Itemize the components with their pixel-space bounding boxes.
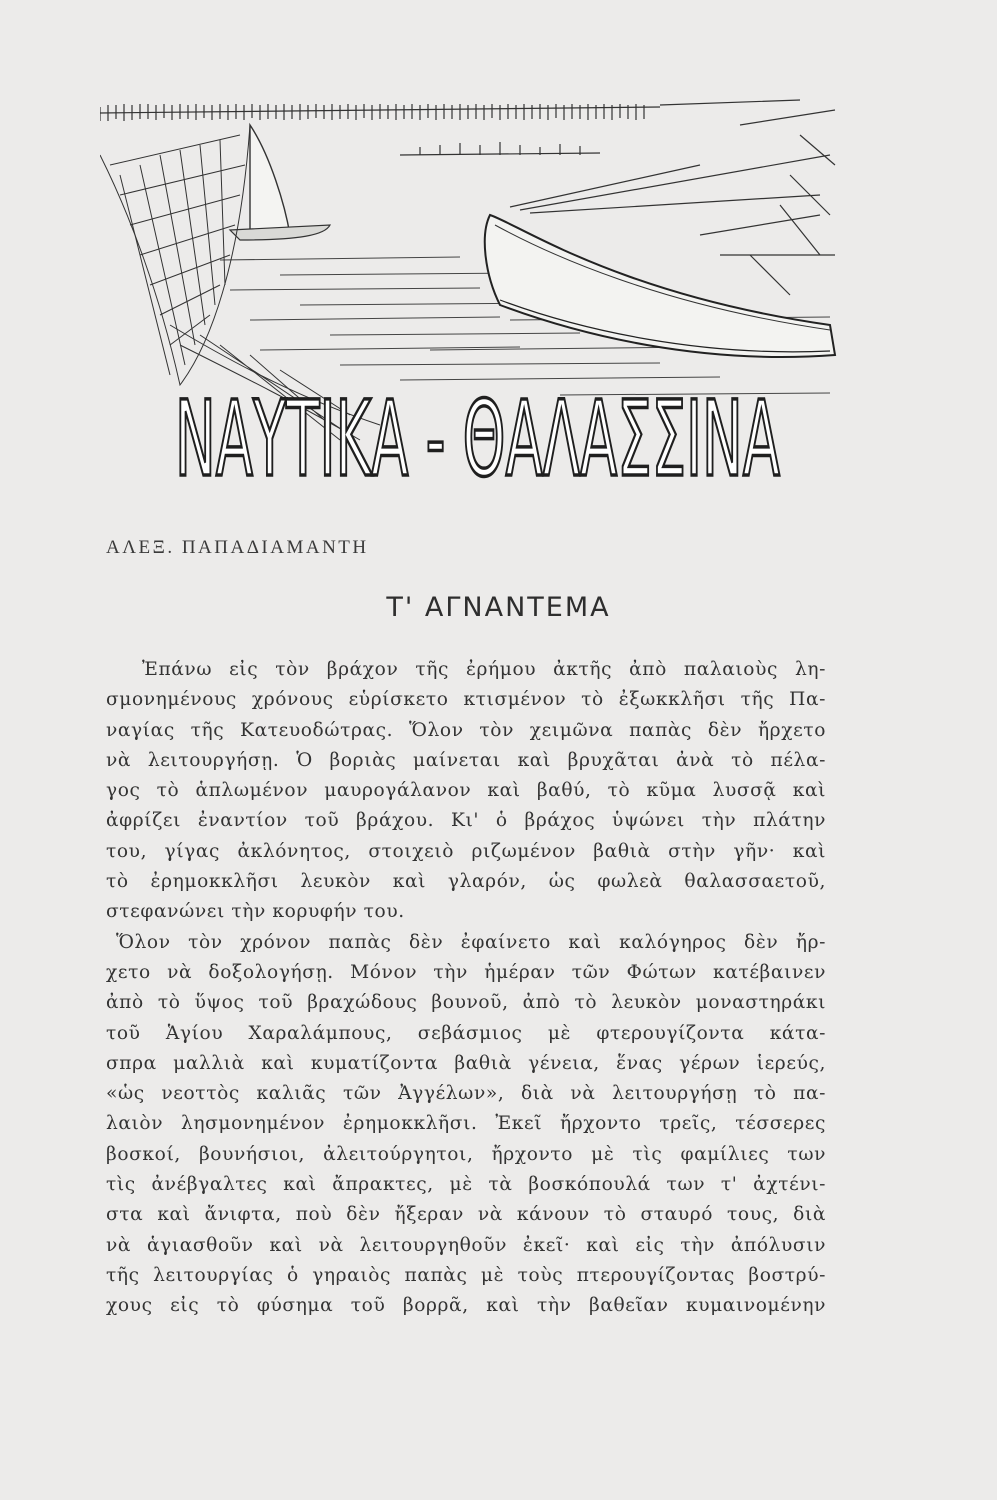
text-line: τὸ ἐρημοκκλῆσι λευκὸν καὶ γλαρόν, ὡς φωλεὰ θαλασσαετοῦ, [106, 871, 826, 893]
svg-text:ΝΑΥΤΙΚΑ - ΘΑΛΑΣΣΙΝΑ: ΝΑΥΤΙΚΑ - ΘΑΛΑΣΣΙΝΑ [175, 378, 780, 480]
text-line: σπρα μαλλιὰ καὶ κυματίζοντα βαθιὰ γένεια, ἕνας γέρων ἱερεύς, [106, 1052, 826, 1074]
text-line: τῆς λειτουργίας ὁ γηραιὸς παπὰς μὲ τοὺς πτερουγίζοντας βοστρύ- [106, 1264, 826, 1286]
text-line: ἀπὸ τὸ ὕψος τοῦ βραχώδους βουνοῦ, ἀπὸ τὸ λευκὸν μοναστηράκι [106, 992, 826, 1014]
text-line: ἀφρίζει ἐναντίον τοῦ βράχου. Κι' ὁ βράχος ὑψώνει τὴν πλάτην [106, 810, 826, 832]
text-line: ναγίας τῆς Κατευοδώτρας. Ὅλον τὸν χειμῶνα παπὰς δὲν ἤρχετο [106, 719, 826, 741]
text-line: νὰ ἁγιασθοῦν καὶ νὰ λειτουργηθοῦν ἐκεῖ· καὶ εἰς τὴν ἀπόλυσιν [106, 1234, 826, 1256]
text-line: σμονημένους χρόνους εὑρίσκετο κτισμένον τὸ ἐξωκκλῆσι τῆς Πα- [106, 689, 826, 711]
text-line: λαιὸν λησμονημένον ἐρημοκκλῆσι. Ἐκεῖ ἤρχοντο τρεῖς, τέσσερες [106, 1113, 826, 1135]
text-line: νὰ λειτουργήσῃ. Ὁ βοριὰς μαίνεται καὶ βρυχᾶται ἀνὰ τὸ πέλα- [106, 749, 826, 771]
story-title: Τ' ΑΓΝΑΝΤΕΜΑ [386, 592, 611, 623]
text-line: χετο νὰ δοξολογήσῃ. Μόνον τὴν ἡμέραν τῶν Φώτων κατέβαινεν [106, 961, 826, 983]
text-line: στεφανώνει τὴν κορυφήν του. [106, 901, 405, 923]
text-line: Ὅλον τὸν χρόνον παπὰς δὲν ἐφαίνετο καὶ καλόγηρος δὲν ἤρ- [116, 931, 826, 953]
banner-title [175, 350, 785, 480]
text-line: γος τὸ ἁπλωμένον μαυρογάλανον καὶ βαθύ, τὸ κῦμα λυσσᾷ καὶ [106, 780, 826, 802]
text-line: τὶς ἀνέβγαλτες καὶ ἄπρακτες, μὲ τὰ βοσκόπουλά των τ' ἀχτένι- [106, 1174, 826, 1196]
text-line: χους εἰς τὸ φύσημα τοῦ βορρᾶ, καὶ τὴν βαθεῖαν κυμαινομένην [106, 1295, 826, 1317]
text-line: βοσκοί, βουνήσιοι, ἀλειτούργητοι, ἤρχοντο μὲ τὶς φαμίλιες των [106, 1143, 826, 1165]
text-line: Ἐπάνω εἰς τὸν βράχον τῆς ἐρήμου ἀκτῆς ἀπὸ παλαιοὺς λη- [142, 659, 826, 680]
text-line: στα καὶ ἄνιφτα, ποὺ δὲν ἤξεραν νὰ κάνουν τὸ σταυρό τους, διὰ [106, 1204, 826, 1226]
body-text [106, 655, 826, 1322]
text-line: του, γίγας ἀκλόνητος, στοιχειὸ ριζωμένον βαθιὰ στὴν γῆν· καὶ [106, 840, 826, 862]
author-byline: ΑΛΕΞ. ΠΑΠΑΔΙΑΜΑΝΤΗ [106, 537, 369, 558]
text-line: «ὡς νεοττὸς καλιᾶς τῶν Ἀγγέλων», διὰ νὰ λειτουργήσῃ τὸ πα- [106, 1083, 826, 1105]
text-line: τοῦ Ἁγίου Χαραλάμπους, σεβάσμιος μὲ φτερουγίζοντα κάτα- [106, 1022, 826, 1044]
